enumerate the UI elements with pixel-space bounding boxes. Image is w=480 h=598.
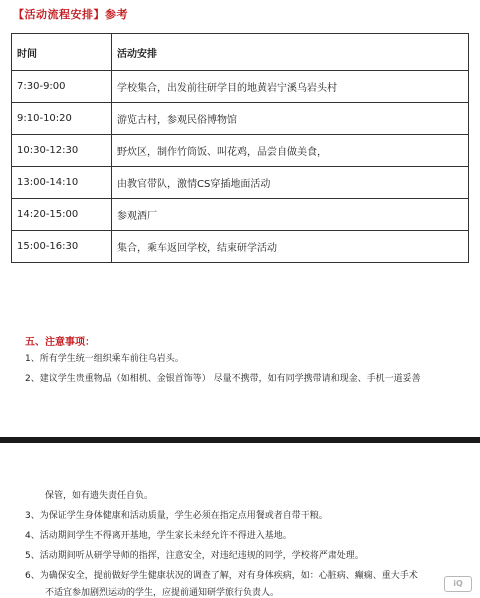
table-header-row: [12, 34, 469, 71]
cell-time: 7:30-9:00: [12, 71, 112, 103]
note-item: 2、建议学生贵重物品（如相机、金银首饰等） 尽量不携带，如有同学携带请和现金、手机一道妥善: [25, 374, 421, 384]
header-activity: 活动安排: [112, 34, 469, 71]
cell-activity: 参观酒厂: [112, 199, 469, 231]
note-item: 1、所有学生统一组织乘车前往乌岩头。: [25, 354, 184, 364]
header-time: 时间: [12, 34, 112, 71]
cell-time: 15:00-16:30: [12, 231, 112, 263]
cell-time: 10:30-12:30: [12, 135, 112, 167]
activity-schedule-heading: 【活动流程安排】参考: [13, 8, 128, 21]
table-row: [12, 199, 469, 231]
cell-time: 13:00-14:10: [12, 167, 112, 199]
note-item: 4、活动期间学生不得离开基地，学生家长未经允许不得进入基地。: [25, 531, 292, 541]
note-item-continued: 保管，如有遗失责任自负。: [45, 491, 154, 501]
cell-time: 14:20-15:00: [12, 199, 112, 231]
note-item: 3、为保证学生身体健康和活动质量，学生必须在指定点用餐或者自带干粮。: [25, 511, 328, 521]
table-row: [12, 71, 469, 103]
table-row: [12, 135, 469, 167]
document-page-bottom: [0, 443, 480, 598]
cell-activity: 游览古村，参观民俗博物馆: [112, 103, 469, 135]
cell-activity: 学校集合，出发前往研学目的地黄岩宁溪乌岩头村: [112, 71, 469, 103]
table-row: [12, 167, 469, 199]
notes-heading: 五、注意事项：: [25, 337, 95, 348]
watermark-logo: iQ: [444, 576, 472, 592]
cell-time: 9:10-10:20: [12, 103, 112, 135]
note-item-continued: 不适宜参加剧烈运动的学生，应提前通知研学旅行负责人。: [45, 588, 280, 598]
schedule-table: [11, 33, 469, 263]
cell-activity: 野炊区，制作竹筒饭、叫花鸡，品尝自做美食，: [112, 135, 469, 167]
table-row: [12, 103, 469, 135]
cell-activity: 集合，乘车返回学校，结束研学活动: [112, 231, 469, 263]
note-item: 5、活动期间听从研学导师的指挥，注意安全，对违纪违规的同学，学校将严肃处理。: [25, 551, 364, 561]
note-item: 6、为确保安全，提前做好学生健康状况的调查了解，对有身体疾病，如：心脏病、癫痫、重大手术: [25, 571, 418, 581]
cell-activity: 由教官带队，激情CS穿插地面活动: [112, 167, 469, 199]
table-row: [12, 231, 469, 263]
